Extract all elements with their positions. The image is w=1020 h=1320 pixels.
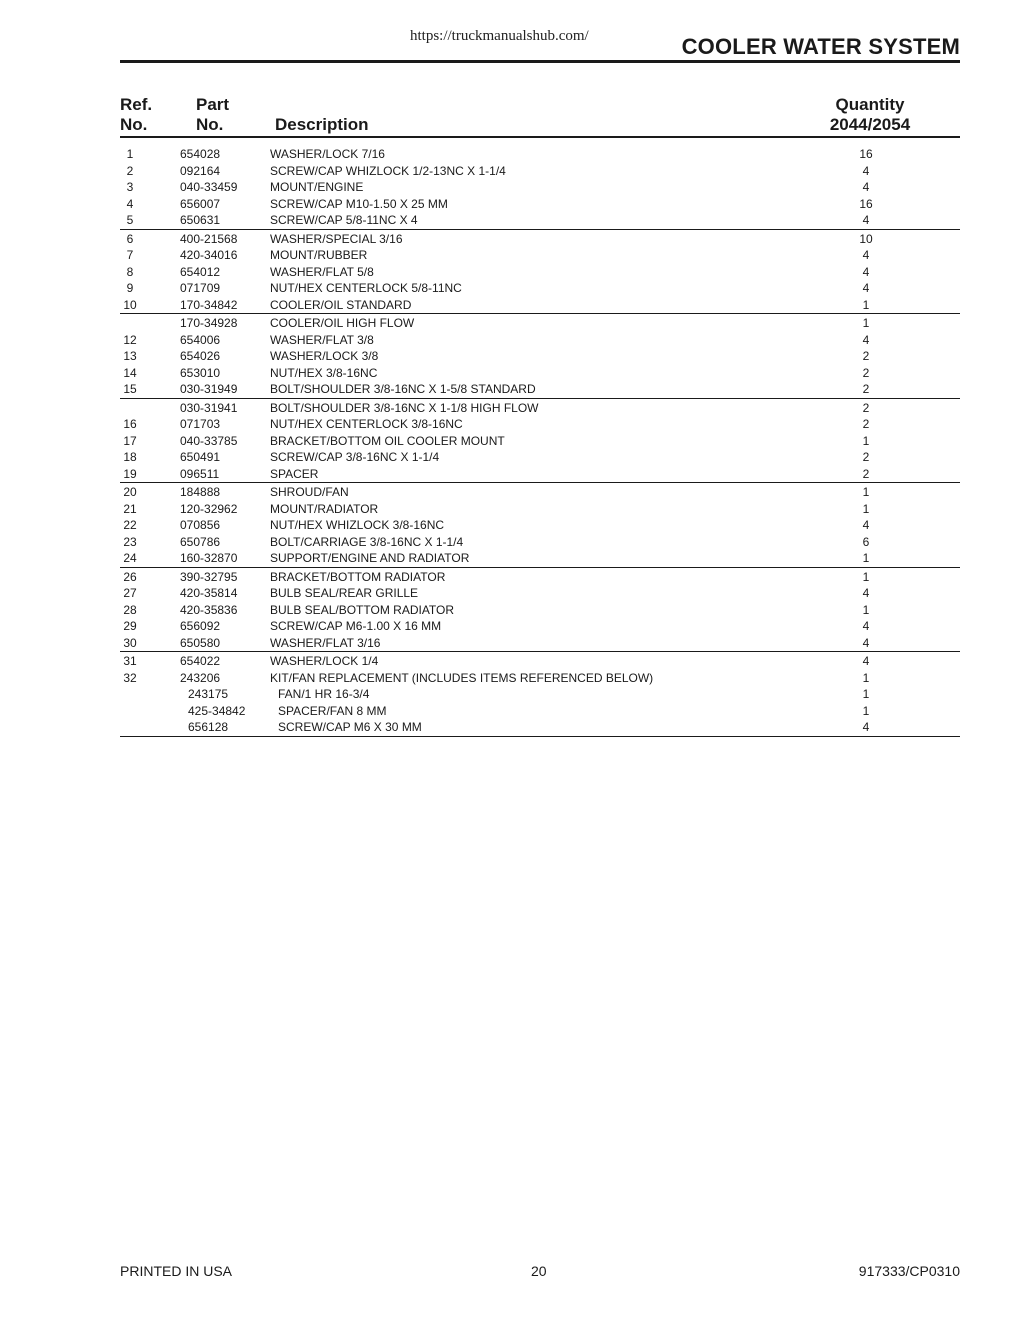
part-number-cell: 071703: [180, 417, 221, 431]
quantity-cell: 1: [862, 703, 870, 718]
quantity-cell: 1: [862, 433, 870, 448]
table-row: [120, 635, 960, 652]
footer-doc-number: 917333/CP0310: [858, 1263, 960, 1279]
description-cell: WASHER/FLAT 3/16: [270, 635, 381, 650]
table-row: [120, 550, 960, 567]
description-cell: BULB SEAL/REAR GRILLE: [270, 586, 419, 600]
quantity-cell: 4: [862, 264, 870, 279]
part-number-cell: 656092: [180, 619, 221, 633]
part-header-line2: No.: [196, 115, 224, 134]
table-row: [120, 196, 960, 213]
part-number-cell: 650786: [180, 534, 221, 549]
part-number-cell: 656128: [188, 720, 229, 734]
description-cell: SPACER: [270, 466, 319, 481]
parts-table: [120, 145, 960, 737]
ref-cell: 32: [123, 670, 137, 685]
quantity-cell: 4: [862, 332, 870, 347]
source-url: https://truckmanualshub.com/: [410, 28, 589, 44]
page-title: COOLER WATER SYSTEM: [681, 34, 960, 59]
quantity-cell: 1: [862, 670, 870, 685]
description-cell: MOUNT/ENGINE: [270, 180, 364, 194]
table-row: [120, 534, 960, 551]
part-number-cell: 040-33459: [180, 180, 238, 194]
quantity-cell: 2: [862, 466, 870, 481]
part-number-cell: 650631: [180, 213, 221, 227]
part-number-cell: 071709: [180, 281, 221, 295]
quantity-cell: 4: [862, 180, 870, 194]
quantity-cell: 1: [862, 687, 870, 701]
description-cell: BULB SEAL/BOTTOM RADIATOR: [270, 602, 455, 617]
ref-header-line1: Ref.: [120, 95, 153, 114]
description-cell: MOUNT/RADIATOR: [270, 501, 379, 516]
description-cell: SUPPORT/ENGINE AND RADIATOR: [270, 551, 470, 565]
table-row: [120, 618, 960, 635]
quantity-cell: 4: [862, 720, 870, 734]
table-row: [120, 381, 960, 398]
ref-cell: 17: [123, 433, 137, 448]
quantity-cell: 1: [862, 602, 870, 617]
description-cell: COOLER/OIL HIGH FLOW: [270, 316, 415, 330]
quantity-cell: 10: [859, 231, 873, 246]
table-row: [120, 433, 960, 450]
part-number-cell: 654026: [180, 349, 221, 363]
table-row: [120, 416, 960, 433]
table-row: [120, 365, 960, 382]
quantity-cell: 16: [859, 196, 873, 211]
ref-cell: 7: [126, 248, 134, 262]
quantity-cell: 1: [862, 501, 870, 516]
description-header: Description: [275, 115, 369, 134]
quantity-cell: 16: [859, 147, 873, 161]
description-cell: NUT/HEX CENTERLOCK 3/8-16NC: [270, 417, 463, 431]
parts-group: [120, 145, 960, 230]
parts-group: [120, 230, 960, 315]
table-row: [120, 670, 960, 687]
ref-cell: 8: [126, 264, 134, 279]
description-cell: WASHER/LOCK 1/4: [270, 654, 379, 668]
part-number-cell: 030-31949: [180, 382, 238, 396]
footer-page-number: 20: [531, 1263, 547, 1279]
part-number-cell: 096511: [180, 466, 220, 481]
table-row: [120, 297, 960, 314]
ref-cell: 13: [123, 349, 137, 363]
ref-cell: 27: [123, 586, 137, 600]
description-cell: WASHER/LOCK 7/16: [270, 147, 385, 161]
part-number-cell: 243206: [180, 670, 221, 685]
table-row: [120, 466, 960, 483]
ref-header-line2: No.: [120, 115, 148, 134]
ref-cell: 22: [123, 518, 137, 532]
table-row: [120, 315, 960, 332]
table-subrow: [120, 703, 960, 720]
ref-header: [120, 95, 152, 135]
description-cell: NUT/HEX WHIZLOCK 3/8-16NC: [270, 518, 445, 532]
quantity-cell: 4: [862, 654, 870, 668]
footer-printed: PRINTED IN USA: [120, 1263, 233, 1279]
quantity-cell: 2: [862, 382, 870, 396]
quantity-cell: 1: [862, 297, 870, 312]
quantity-cell: 4: [862, 586, 870, 600]
table-row: [120, 501, 960, 518]
ref-cell: 5: [126, 213, 134, 227]
quantity-cell: 1: [862, 569, 870, 584]
part-number-cell: 070856: [180, 518, 221, 532]
ref-cell: 2: [126, 163, 134, 178]
ref-cell: 23: [123, 534, 137, 549]
description-cell: SPACER/FAN 8 MM: [278, 703, 387, 718]
ref-cell: 30: [123, 635, 137, 650]
description-cell: BRACKET/BOTTOM OIL COOLER MOUNT: [270, 433, 505, 448]
part-number-cell: 654006: [180, 332, 221, 347]
table-row: [120, 146, 960, 163]
parts-group: [120, 314, 960, 399]
part-number-cell: 420-34016: [180, 248, 238, 262]
ref-cell: 1: [126, 147, 134, 161]
parts-group: [120, 399, 960, 484]
ref-cell: 18: [123, 450, 137, 464]
ref-cell: 3: [126, 180, 134, 194]
table-row: [120, 348, 960, 365]
quantity-header-line1: Quantity: [835, 95, 905, 114]
quantity-cell: 4: [862, 163, 870, 178]
table-row: [120, 517, 960, 534]
table-row: [120, 231, 960, 248]
part-number-cell: 654028: [180, 147, 221, 161]
description-cell: WASHER/LOCK 3/8: [270, 349, 379, 363]
part-number-cell: 092164: [180, 163, 221, 178]
quantity-cell: 4: [862, 248, 870, 262]
description-cell: SCREW/CAP 5/8-11NC X 4: [270, 213, 418, 227]
description-cell: COOLER/OIL STANDARD: [270, 297, 412, 312]
description-cell: SCREW/CAP 3/8-16NC X 1-1/4: [270, 450, 440, 464]
description-cell: SCREW/CAP M6-1.00 X 16 MM: [270, 619, 442, 633]
table-row: [120, 163, 960, 180]
quantity-cell: 2: [862, 450, 870, 464]
table-row: [120, 602, 960, 619]
quantity-cell: 1: [862, 316, 870, 330]
description-cell: BRACKET/BOTTOM RADIATOR: [270, 569, 446, 584]
description-cell: KIT/FAN REPLACEMENT (INCLUDES ITEMS REFERENCED BELOW): [270, 670, 654, 685]
part-number-cell: 420-35836: [180, 602, 238, 617]
quantity-cell: 4: [862, 213, 870, 227]
quantity-cell: 4: [862, 518, 870, 532]
quantity-cell: 4: [862, 635, 870, 650]
part-number-cell: 170-34842: [180, 297, 238, 312]
ref-cell: 10: [123, 297, 137, 312]
ref-cell: 16: [123, 417, 137, 431]
ref-cell: 14: [123, 365, 137, 380]
table-row: [120, 179, 960, 196]
part-number-cell: 390-32795: [180, 569, 238, 584]
quantity-cell: 1: [862, 485, 870, 499]
ref-cell: 31: [123, 654, 137, 668]
description-cell: SCREW/CAP M10-1.50 X 25 MM: [270, 196, 448, 211]
ref-cell: 28: [123, 602, 137, 617]
ref-cell: 12: [123, 332, 137, 347]
quantity-cell: 2: [862, 417, 870, 431]
table-row: [120, 332, 960, 349]
part-number-cell: 184888: [180, 485, 221, 499]
part-number-cell: 030-31941: [180, 400, 238, 415]
table-row: [120, 280, 960, 297]
quantity-cell: 1: [862, 551, 870, 565]
table-subrow: [120, 719, 960, 736]
table-subrow: [120, 686, 960, 703]
part-number-cell: 160-32870: [180, 551, 238, 565]
part-number-cell: 656007: [180, 196, 221, 211]
title-rule: [120, 60, 960, 63]
part-number-cell: 654022: [180, 654, 221, 668]
quantity-header-line2: 2044/2054: [829, 115, 911, 134]
description-cell: BOLT/CARRIAGE 3/8-16NC X 1-1/4: [270, 534, 464, 549]
description-cell: NUT/HEX 3/8-16NC: [270, 365, 378, 380]
description-cell: BOLT/SHOULDER 3/8-16NC X 1-5/8 STANDARD: [270, 382, 536, 396]
description-cell: BOLT/SHOULDER 3/8-16NC X 1-1/8 HIGH FLOW: [270, 400, 539, 415]
quantity-header: [826, 95, 914, 135]
table-row: [120, 569, 960, 586]
description-cell: WASHER/FLAT 3/8: [270, 332, 374, 347]
ref-cell: 24: [123, 551, 137, 565]
part-header-line1: Part: [196, 95, 230, 114]
ref-cell: 19: [123, 466, 137, 481]
description-cell: MOUNT/RUBBER: [270, 248, 368, 262]
part-number-cell: 425-34842: [188, 703, 246, 718]
ref-cell: 6: [126, 231, 134, 246]
description-cell: SCREW/CAP WHIZLOCK 1/2-13NC X 1-1/4: [270, 163, 506, 178]
ref-cell: 21: [123, 501, 137, 516]
parts-group: [120, 652, 960, 737]
table-row: [120, 484, 960, 501]
part-number-cell: 654012: [180, 264, 221, 279]
ref-cell: 4: [126, 196, 134, 211]
ref-cell: 29: [123, 619, 137, 633]
ref-cell: 26: [123, 569, 137, 584]
quantity-cell: 6: [862, 534, 870, 549]
quantity-cell: 2: [862, 365, 870, 380]
part-number-cell: 243175: [188, 687, 229, 701]
quantity-cell: 2: [862, 349, 870, 363]
part-number-cell: 653010: [180, 365, 221, 380]
description-cell: SHROUD/FAN: [270, 485, 349, 499]
table-row: [120, 400, 960, 417]
description-cell: WASHER/SPECIAL 3/16: [270, 231, 403, 246]
part-number-cell: 120-32962: [180, 501, 238, 516]
quantity-cell: 4: [862, 619, 870, 633]
parts-group: [120, 568, 960, 653]
ref-cell: 15: [123, 382, 137, 396]
part-number-cell: 400-21568: [180, 231, 238, 246]
quantity-cell: 4: [862, 281, 870, 295]
header-rule: [120, 136, 960, 138]
part-number-cell: 040-33785: [180, 433, 238, 448]
table-row: [120, 247, 960, 264]
table-row: [120, 264, 960, 281]
table-row: [120, 585, 960, 602]
table-row: [120, 212, 960, 229]
table-row: [120, 653, 960, 670]
part-header: [196, 95, 229, 135]
parts-group: [120, 483, 960, 568]
part-number-cell: 650491: [180, 450, 221, 464]
ref-cell: 9: [126, 281, 134, 295]
description-cell: FAN/1 HR 16-3/4: [278, 687, 370, 701]
description-cell: WASHER/FLAT 5/8: [270, 264, 374, 279]
table-row: [120, 449, 960, 466]
part-number-cell: 170-34928: [180, 316, 238, 330]
ref-cell: 20: [123, 485, 137, 499]
description-cell: SCREW/CAP M6 X 30 MM: [278, 720, 422, 734]
quantity-cell: 2: [862, 400, 870, 415]
part-number-cell: 650580: [180, 635, 221, 650]
description-cell: NUT/HEX CENTERLOCK 5/8-11NC: [270, 281, 462, 295]
part-number-cell: 420-35814: [180, 586, 238, 600]
